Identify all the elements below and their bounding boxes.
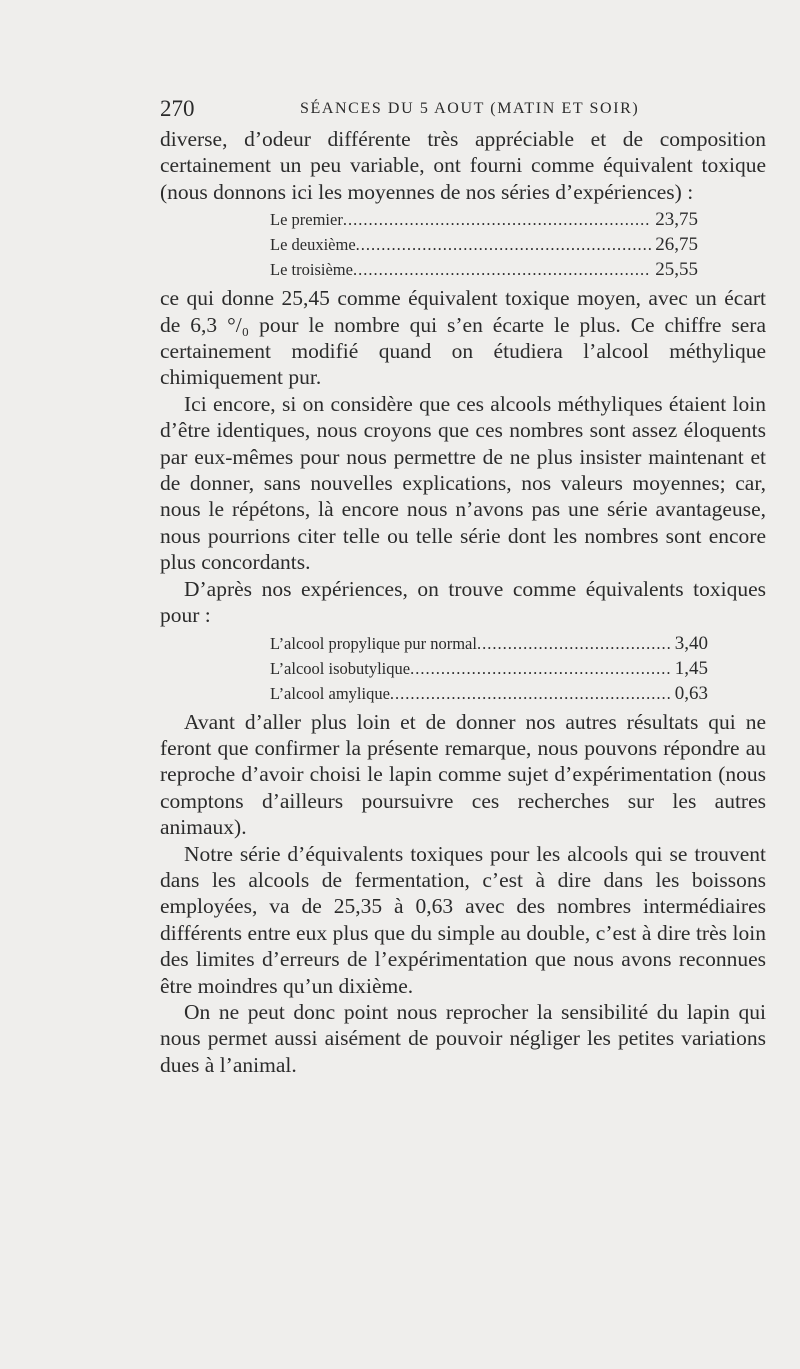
list-item-value: 1,45 xyxy=(674,657,708,679)
list-item-label: L’alcool amylique xyxy=(270,683,390,703)
per-mille-sign: °/₀ xyxy=(227,312,250,337)
list-item-value: 25,55 xyxy=(655,259,698,281)
paragraph-2-part-b: pour le nombre qui s’en écarte le plus. Ce chiffre sera certainement modifié quand on étudiera l’alcool méthylique chimiquement pur. xyxy=(160,312,767,390)
list-item xyxy=(270,681,708,706)
body-text xyxy=(160,126,766,1078)
list-item-label: Le troisième xyxy=(270,260,353,280)
running-title: SÉANCES DU 5 AOUT (MATIN ET SOIR) xyxy=(300,100,640,117)
leader-dots xyxy=(410,656,671,681)
list-item-value: 23,75 xyxy=(655,209,698,231)
list-item-label: L’alcool isobutylique xyxy=(270,658,411,678)
paragraph-2-part-a: ce qui donne 25,45 comme équivalent toxique moyen, avec un écart de 6,3 xyxy=(160,286,766,337)
paragraph-5: Avant d’aller plus loin et de donner nos autres résultats qui ne feront que confirmer la présente remarque, nous pouvons répondre au reproche d’avoir choisi le lapin comme sujet d’expérimentation (nous comptons d’ailleurs poursuivre ces recherches sur les autres animaux). xyxy=(160,709,766,840)
list-item xyxy=(270,257,698,282)
paragraph-1: diverse, d’odeur différente très appréciable et de composition certainement un peu variable, ont fourni comme équivalent toxique (nous donnons ici les moyennes de nos séries d’expériences) : xyxy=(160,127,766,204)
paragraph-6: Notre série d’équivalents toxiques pour les alcools qui se trouvent dans les alcools de fermentation, c’est à dire dans les boissons employées, va de 25,35 à 0,63 avec des nombres intermédiaires différents entre eux plus que du simple au double, c’est à dire très loin des limites d’erreurs de l’expérimentation que nous avons reconnues être moindres qu’un dixième. xyxy=(160,841,766,998)
list-item-value: 0,63 xyxy=(674,682,708,704)
leader-dots xyxy=(356,232,652,257)
paragraph-2 xyxy=(160,285,766,391)
page-number: 270 xyxy=(160,96,195,121)
leader-dots xyxy=(390,681,671,706)
list-item-label: L’alcool propylique pur normal xyxy=(270,633,477,653)
toxic-equivalent-list-2 xyxy=(270,631,708,706)
list-item-label: Le deuxième xyxy=(270,235,356,255)
leader-dots xyxy=(343,207,651,232)
list-item xyxy=(270,656,708,681)
leader-dots xyxy=(353,257,651,282)
leader-dots xyxy=(477,631,671,656)
paragraph-7: On ne peut donc point nous reprocher la sensibilité du lapin qui nous permet aussi aisément de pouvoir négliger les petites variations dues à l’animal. xyxy=(160,999,766,1077)
list-item-label: Le premier xyxy=(270,210,343,230)
list-item xyxy=(270,232,698,257)
paragraph-4: D’après nos expériences, on trouve comme équivalents toxiques pour : xyxy=(160,576,766,628)
paragraph-3: Ici encore, si on considère que ces alcools méthyliques étaient loin d’être identiques, nous croyons que ces nombres sont assez éloquents par eux-mêmes pour nous permettre de ne plus insister maintenant et de donner, sans nouvelles explications, nos valeurs moyennes; car, nous le répétons, là encore nous n’avons pas une série avantageuse, nous pourrions citer telle ou telle série dont les nombres sont encore plus concordants. xyxy=(160,391,766,575)
list-item-value: 3,40 xyxy=(674,632,708,654)
list-item-value: 26,75 xyxy=(655,234,698,256)
page-header xyxy=(160,96,766,124)
list-item xyxy=(270,631,708,656)
toxic-equivalent-list-1 xyxy=(270,207,698,282)
list-item xyxy=(270,207,698,232)
